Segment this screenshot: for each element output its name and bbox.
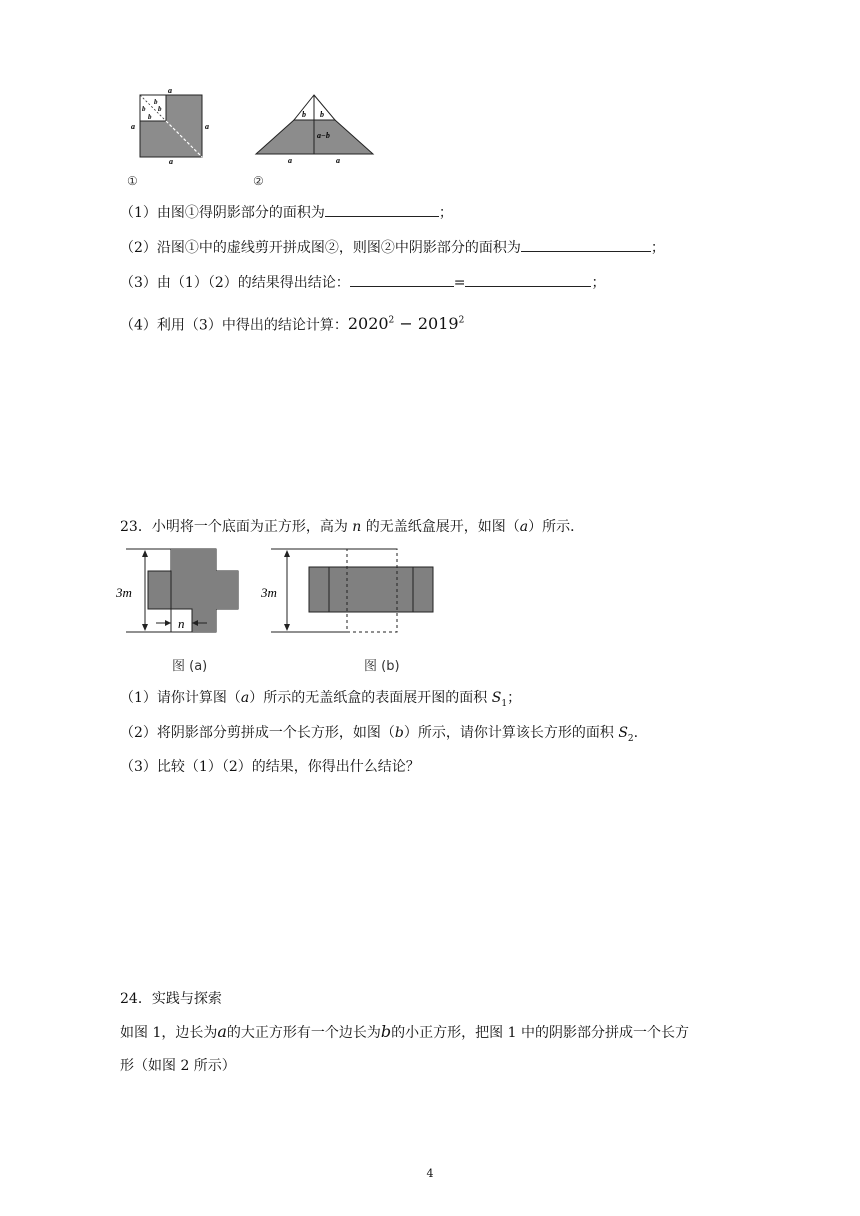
q23-part1: （1）请你计算图（a）所示的无盖纸盒的表面展开图的面积 $S_1$； bbox=[120, 690, 522, 709]
fig1-label-b4: b bbox=[148, 113, 152, 121]
q22-p1-blank[interactable] bbox=[325, 202, 439, 217]
fig-b-rectangle bbox=[309, 567, 433, 612]
fig2-caption: ② bbox=[253, 174, 264, 188]
q22-p3-blank-right[interactable] bbox=[465, 272, 591, 287]
fig1-label-left-a: a bbox=[131, 122, 135, 131]
fig-a-height-label: 3m bbox=[116, 585, 132, 600]
q23-part3: （3）比较（1）（2）的结果，你得出什么结论？ bbox=[120, 759, 420, 775]
q22-part4: （4）利用（3）中得出的结论计算：$2020^2 - 2019^2$ bbox=[120, 314, 465, 334]
q22-p3-blank-left[interactable] bbox=[350, 272, 454, 287]
figure-b bbox=[255, 545, 445, 645]
q24-line2: 形（如图 2 所示） bbox=[120, 1058, 236, 1074]
q22-p4-expression: $2020^2 - 2019^2$ bbox=[347, 314, 465, 334]
fig-a-caption: 图 (a) bbox=[172, 659, 208, 674]
fig1-label-right-a: a bbox=[205, 122, 209, 131]
figure-1 bbox=[128, 84, 218, 164]
fig-b-height-label: 3m bbox=[261, 585, 277, 600]
page-number: 4 bbox=[426, 1167, 434, 1180]
q24-title: 24．实践与探索 bbox=[120, 991, 222, 1007]
figure-2 bbox=[252, 92, 378, 166]
fig-b-caption: 图 (b) bbox=[364, 659, 400, 674]
fig1-label-b1: b bbox=[154, 98, 158, 106]
fig2-label-amb: a−b bbox=[317, 131, 330, 140]
q22-part3: （3）由（1）（2）的结果得出结论： = ； bbox=[120, 272, 605, 293]
q23-part2: （2）将阴影部分剪拼成一个长方形，如图（b）所示，请你计算该长方形的面积 $S_2$. bbox=[120, 725, 639, 744]
fig1-label-top-a: a bbox=[168, 86, 172, 95]
q23-intro: 23．小明将一个底面为正方形，高为 n 的无盖纸盒展开，如图（a）所示． bbox=[120, 519, 585, 535]
fig1-label-b3: b bbox=[158, 105, 162, 113]
q22-p2-blank[interactable] bbox=[521, 237, 651, 252]
q22-part1: （1）由图①得阴影部分的面积为 ； bbox=[120, 202, 453, 223]
fig2-label-a-right: a bbox=[336, 156, 340, 165]
fig-a-n-label: n bbox=[178, 616, 185, 631]
fig1-caption: ① bbox=[127, 174, 138, 188]
q24-line1: 如图 1，边长为a的大正方形有一个边长为b的小正方形，把图 1 中的阴影部分拼成一个长方 bbox=[120, 1022, 689, 1041]
q22-part2: （2）沿图①中的虚线剪开拼成图②，则图②中阴影部分的面积为 ； bbox=[120, 237, 665, 258]
fig2-label-b-right: b bbox=[320, 110, 324, 119]
figure-a bbox=[112, 545, 252, 645]
fig1-label-b2: b bbox=[142, 105, 146, 113]
fig1-label-bottom-a: a bbox=[169, 157, 173, 164]
fig2-label-b-left: b bbox=[302, 110, 306, 119]
fig2-label-a-left: a bbox=[288, 156, 292, 165]
